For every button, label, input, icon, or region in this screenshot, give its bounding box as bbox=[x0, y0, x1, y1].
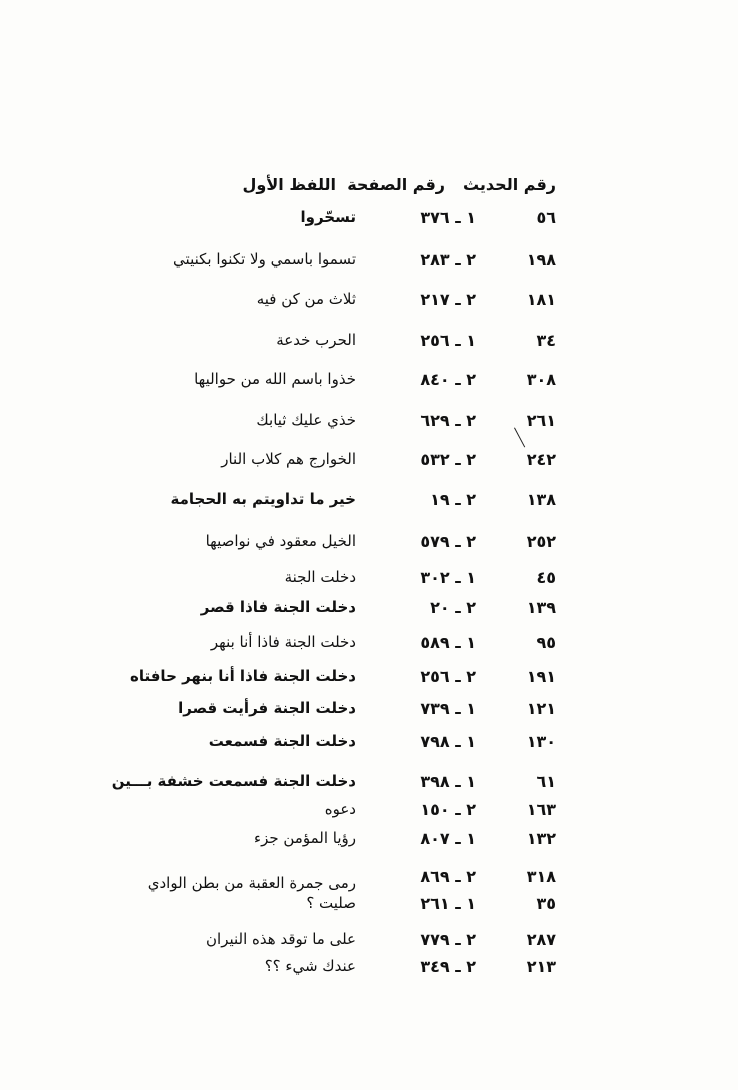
first-words: الخوارج هم كلاب النار bbox=[221, 450, 356, 468]
hadith-number: ٢٨٧ bbox=[526, 930, 556, 949]
hadith-number: ١٣٨ bbox=[526, 490, 556, 509]
first-words: دخلت الجنة فاذا أنا بنهر bbox=[210, 633, 356, 651]
table-row bbox=[0, 568, 738, 596]
hadith-number: ١٩٨ bbox=[526, 250, 556, 269]
page-reference: ١ ـ ٣٠٢ bbox=[420, 568, 476, 587]
hadith-number: ٤٥ bbox=[536, 568, 556, 587]
page-reference: ١ ـ ٨٠٧ bbox=[420, 829, 476, 848]
table-row bbox=[0, 290, 738, 318]
header-hadith-number: رقم الحديث bbox=[462, 175, 556, 194]
page-reference: ١ ـ ٣٩٨ bbox=[420, 772, 476, 791]
hadith-number: ١٣٠ bbox=[526, 732, 556, 751]
page-reference: ٢ ـ ٢١٧ bbox=[420, 290, 476, 309]
first-words: دخلت الجنة فاذا أنا بنهر حافتاه bbox=[130, 667, 356, 685]
page-reference: ٢ ـ ٧٧٩ bbox=[420, 930, 476, 949]
hadith-number: ٣٤ bbox=[536, 331, 556, 350]
first-words: دخلت الجنة فاذا قصر bbox=[200, 598, 356, 616]
table-row bbox=[0, 829, 738, 857]
page-reference: ٢ ـ ٥٧٩ bbox=[420, 532, 476, 551]
table-row bbox=[0, 250, 738, 278]
table-row bbox=[0, 598, 738, 626]
hadith-number: ٢٤٢ bbox=[526, 450, 556, 469]
page-reference: ١ ـ ٢٥٦ bbox=[420, 331, 476, 350]
first-words: الخيل معقود في نواصيها bbox=[205, 532, 356, 550]
first-words: صليت ؟ bbox=[306, 894, 356, 912]
hadith-number: ١٢١ bbox=[526, 699, 556, 718]
hadith-number: ٥٦ bbox=[536, 208, 556, 227]
page-reference: ٢ ـ ١٥٠ bbox=[420, 800, 476, 819]
page-reference: ٢ ـ ٢٨٣ bbox=[420, 250, 476, 269]
table-row bbox=[0, 894, 738, 922]
first-words: تسحّروا bbox=[300, 208, 356, 226]
hadith-number: ٢١٣ bbox=[526, 957, 556, 976]
first-words: خذي عليك ثيابك bbox=[256, 411, 356, 429]
first-words: عندك شيء ؟؟ bbox=[264, 957, 356, 975]
first-words: دخلت الجنة فرأيت قصرا bbox=[178, 699, 356, 717]
page-reference: ١ ـ ٧٩٨ bbox=[420, 732, 476, 751]
table-row bbox=[0, 867, 738, 895]
page-reference: ١ ـ ٢٦١ bbox=[420, 894, 476, 913]
page-reference: ٢ ـ ٨٦٩ bbox=[420, 867, 476, 886]
table-row bbox=[0, 800, 738, 828]
first-words: دخلت الجنة bbox=[284, 568, 356, 586]
hadith-number: ١٨١ bbox=[526, 290, 556, 309]
first-words: خير ما تداويتم به الحجامة bbox=[170, 490, 356, 508]
table-row bbox=[0, 532, 738, 560]
table-row bbox=[0, 957, 738, 985]
first-words: الحرب خدعة bbox=[276, 331, 356, 349]
first-words: دخلت الجنة فسمعت خشفة بـــين bbox=[111, 772, 356, 790]
hadith-number: ٣٥ bbox=[536, 894, 556, 913]
first-words: خذوا باسم الله من حواليها bbox=[194, 370, 356, 388]
first-words: ثلاث من كن فيه bbox=[256, 290, 356, 308]
first-words: دعوه bbox=[324, 800, 356, 818]
table-row bbox=[0, 667, 738, 695]
table-row bbox=[0, 490, 738, 518]
hadith-number: ١٦٣ bbox=[526, 800, 556, 819]
page-reference: ٢ ـ ٣٤٩ bbox=[420, 957, 476, 976]
table-row bbox=[0, 930, 738, 958]
table-row bbox=[0, 411, 738, 439]
page-reference: ٢ ـ ١٩ bbox=[430, 490, 476, 509]
page-reference: ٢ ـ ٢٠ bbox=[430, 598, 476, 617]
hadith-number: ٩٥ bbox=[536, 633, 556, 652]
hadith-number: ١٩١ bbox=[526, 667, 556, 686]
table-row bbox=[0, 772, 738, 800]
hadith-number: ٣١٨ bbox=[526, 867, 556, 886]
page-reference: ٢ ـ ٥٣٢ bbox=[420, 450, 476, 469]
first-words: رمى جمرة العقبة من بطن الوادي bbox=[147, 874, 356, 892]
hadith-number: ٢٥٢ bbox=[526, 532, 556, 551]
header-first-words: اللفظ الأول bbox=[242, 175, 336, 194]
page-reference: ١ ـ ٣٧٦ bbox=[420, 208, 476, 227]
hadith-number: ٣٠٨ bbox=[526, 370, 556, 389]
header-page-number: رقم الصفحة bbox=[347, 175, 445, 194]
first-words: رؤيا المؤمن جزء bbox=[254, 829, 356, 847]
page-reference: ٢ ـ ٨٤٠ bbox=[420, 370, 476, 389]
table-row bbox=[0, 331, 738, 359]
first-words: على ما توقد هذه النيران bbox=[206, 930, 356, 948]
first-words: تسموا باسمي ولا تكنوا بكنيتي bbox=[173, 250, 356, 268]
table-row bbox=[0, 208, 738, 236]
page-reference: ٢ ـ ٦٢٩ bbox=[420, 411, 476, 430]
table-row bbox=[0, 450, 738, 478]
hadith-number: ٦١ bbox=[536, 772, 556, 791]
hadith-number: ١٣٩ bbox=[526, 598, 556, 617]
table-row bbox=[0, 699, 738, 727]
page-reference: ٢ ـ ٢٥٦ bbox=[420, 667, 476, 686]
hadith-number: ١٣٢ bbox=[526, 829, 556, 848]
page-reference: ١ ـ ٧٣٩ bbox=[420, 699, 476, 718]
page-reference: ١ ـ ٥٨٩ bbox=[420, 633, 476, 652]
hadith-number: ٢٦١ bbox=[526, 411, 556, 430]
table-row bbox=[0, 732, 738, 760]
first-words: دخلت الجنة فسمعت bbox=[208, 732, 356, 750]
table-row bbox=[0, 370, 738, 398]
table-row bbox=[0, 633, 738, 661]
